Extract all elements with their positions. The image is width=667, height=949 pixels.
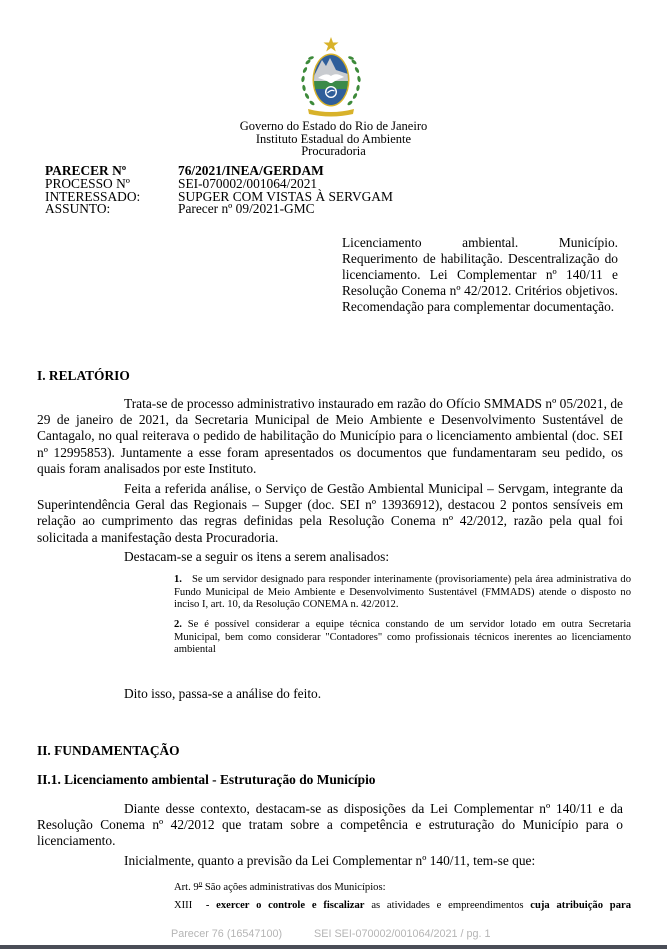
law-quote: [174, 879, 631, 912]
law-article: [174, 879, 631, 895]
article-text: São ações administrativas dos Municípios:: [204, 882, 386, 893]
analysis-item-1: [174, 574, 631, 612]
page-footer: [171, 926, 491, 942]
meta-value: Parecer nº 09/2021-GMC: [178, 201, 315, 217]
meta-value: 76/2021/INEA/GERDAM: [178, 163, 324, 178]
inciso-bold-text: cuja atribuição para: [530, 899, 631, 911]
org-institute: Instituto Estadual do Ambiente: [255, 131, 412, 146]
item-number: 2.: [174, 619, 182, 630]
article-ordinal: o: [198, 879, 203, 888]
subsection-title: II.1. Licenciamento ambiental - Estruturação do Município: [37, 772, 376, 787]
item-number: 1.: [174, 574, 182, 585]
coat-of-arms-icon: [296, 36, 366, 120]
section-title-fundamentacao: II. FUNDAMENTAÇÃO: [37, 743, 180, 758]
meta-key: ASSUNTO:: [45, 201, 111, 217]
item-text: Se é possível considerar a equipe técnica constando de um servidor lotado em outra Secretaria Municipal, bem como considerar "Contadores" como profissionais técnicos inerentes ao licenciamento ambiental: [174, 619, 631, 655]
paragraph: Trata-se de processo administrativo instaurado em razão do Ofício SMMADS nº 05/2021, de 29 de janeiro de 2021, da Secretaria Municipal de Meio Ambiente e Desenvolvimento Sustentável de Cantagalo, no qual reiterava o pedido de habilitação do Município para o licenciamento ambiental (doc. SEI nº 12995853). Juntamente a esse foram apresentados os documentos que fundamentaram seu pedido, os quais foram analisados por este Instituto.: [37, 396, 623, 476]
inciso-number: XIII: [174, 899, 193, 911]
item-text: Se um servidor designado para responder interinamente (provisoriamente) pela área administrativa do Fundo Municipal de Meio Ambiente e Desenvolvimento Sustentável (FMMADS) atende o disposto no inciso I, art. 10, da Resolução CONEMA n. 42/2012.: [174, 574, 631, 610]
inciso-bold-text: - exercer o controle e fiscalizar: [205, 899, 365, 911]
ementa-summary: Licenciamento ambiental. Município. Requerimento de habilitação. Descentralização do licenciamento. Lei Complementar nº 140/11 e Resolução Conema nº 42/2012. Critérios objetivos. Recomendação para complementar documentação.: [342, 235, 618, 314]
issuing-organization: [0, 120, 667, 158]
footer-doc-ref: Parecer 76 (16547100): [171, 928, 283, 940]
meta-key: INTERESSADO:: [45, 188, 141, 204]
meta-value: SUPGER COM VISTAS À SERVGAM: [178, 188, 393, 204]
article-number: Art. 9: [174, 882, 199, 893]
meta-key: PROCESSO Nº: [45, 175, 130, 191]
viewer-bottom-border: [0, 945, 667, 949]
paragraph: Feita a referida análise, o Serviço de Gestão Ambiental Municipal – Servgam, integrante da Superintendência Geral das Regionais – Supger (doc. SEI nº 13936912), destacou 2 pontos sensíveis em relação ao cumprimento das regras definidas pela Resolução Conema nº 42/2012, razão pela qual foi solicitada a manifestação desta Procuradoria.: [37, 481, 623, 545]
footer-page-ref: SEI SEI-070002/001064/2021 / pg. 1: [314, 928, 491, 940]
paragraph: Destacam-se a seguir os itens a serem analisados:: [124, 549, 390, 564]
paragraph: Dito isso, passa-se a análise do feito.: [124, 686, 322, 701]
document-metadata: [45, 165, 393, 216]
org-department: Procuradoria: [301, 144, 366, 158]
org-government: Governo do Estado do Rio de Janeiro: [239, 119, 428, 133]
inciso-text: as atividades e empreendimentos: [371, 899, 524, 911]
section-title-relatorio: I. RELATÓRIO: [37, 368, 130, 383]
meta-row-assunto: [45, 203, 393, 216]
paragraph: Inicialmente, quanto a previsão da Lei Complementar nº 140/11, tem-se que:: [124, 853, 536, 868]
meta-value: SEI-070002/001064/2021: [178, 175, 318, 191]
law-inciso: [174, 900, 631, 913]
paragraph: Diante desse contexto, destacam-se as disposições da Lei Complementar nº 140/11 e da Resolução Conema nº 42/2012 que tratam sobre a competência e estruturação do Município para o licenciamento.: [37, 801, 623, 849]
meta-key: PARECER Nº: [45, 163, 127, 178]
analysis-item-2: [174, 619, 631, 657]
